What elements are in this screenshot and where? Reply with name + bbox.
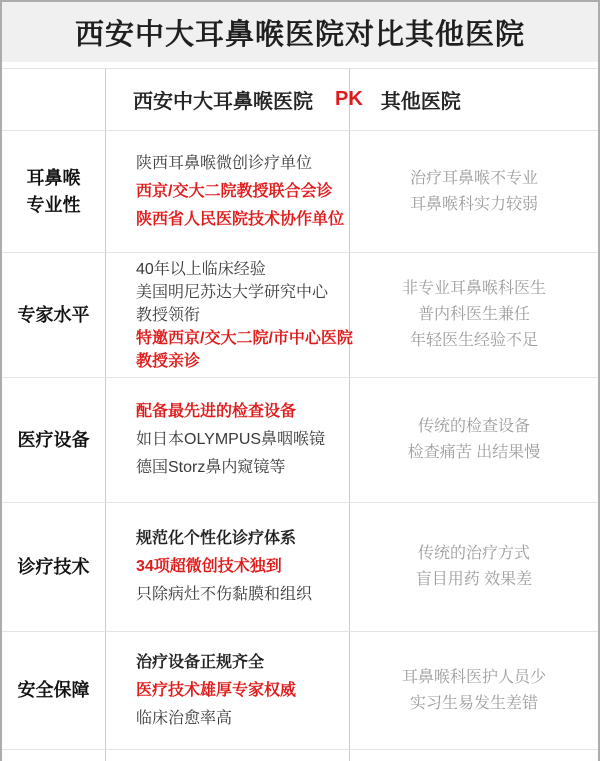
our-hospital-highlight-line: 34项超微创技术独到 [136,558,282,575]
other-hospital-cell [350,253,598,377]
our-hospital-line: 如日本OLYMPUS鼻咽喉镜 [136,431,326,448]
our-hospital-line: 40年以上临床经验 [136,260,266,278]
other-hospital-cell [350,131,598,252]
other-hospital-line: 检查痛苦 出结果慢 [407,444,541,461]
table-body [2,131,598,761]
row-label-line: 专业性 [26,194,81,215]
row-label [2,131,106,252]
row-label-line: 诊疗技术 [17,556,90,577]
other-hospital-line: 实习生易发生差错 [409,694,538,712]
row-label-line: 安全保障 [17,680,90,700]
our-hospital-line: 临床治愈率高 [136,709,233,727]
our-hospital-highlight-line: 西京/交大二院教授联合会诊 [136,182,333,200]
our-hospital-line: 教授领衔 [136,306,201,324]
other-hospital-cell [350,632,598,749]
row-label [2,253,106,377]
page-banner [2,2,598,62]
other-hospital-line: 耳鼻喉科实力较弱 [409,195,538,213]
partial-bottom-row [2,750,598,761]
our-hospital-line: 规范化个性化诊疗体系 [136,530,297,547]
comparison-table [2,68,598,761]
other-hospital-line: 治疗耳鼻喉不专业 [409,169,538,187]
row-label [2,378,106,502]
our-hospital-cell [106,503,350,631]
header-pk-badge: PK [335,88,363,110]
table-row [2,503,598,632]
our-hospital-highlight-line: 教授亲诊 [136,352,201,370]
other-hospital-line: 非专业耳鼻喉科医生 [401,280,546,297]
our-hospital-line: 美国明尼苏达大学研究中心 [136,283,329,301]
table-row [2,378,598,503]
table-header-row [2,69,598,131]
header-our-hospital: 西安中大耳鼻喉医院 [133,91,313,113]
partial-cell [106,750,350,761]
other-hospital-line: 传统的检查设备 [417,418,530,435]
other-hospital-cell [350,503,598,631]
our-hospital-highlight-line: 陕西省人民医院技术协作单位 [136,210,345,228]
our-hospital-line: 只除病灶不伤黏膜和组织 [136,586,313,603]
our-hospital-cell [106,253,353,377]
our-hospital-line: 陕西耳鼻喉微创诊疗单位 [136,154,313,172]
our-hospital-line: 德国Storz鼻内窥镜等 [136,459,286,476]
row-label-line: 医疗设备 [17,429,90,450]
other-hospital-line: 盲目用药 效果差 [415,571,533,588]
other-hospital-line: 普内科医生兼任 [417,306,530,323]
our-hospital-line: 治疗设备正规齐全 [136,653,265,671]
row-label [2,503,106,631]
our-hospital-cell [106,632,350,749]
partial-cell [350,750,598,761]
table-row [2,131,598,253]
our-hospital-highlight-line: 配备最先进的检查设备 [136,403,297,420]
partial-cell [2,750,106,761]
row-label [2,632,106,749]
table-row [2,632,598,750]
our-hospital-cell [106,378,350,502]
our-hospital-highlight-line: 特邀西京/交大二院/市中心医院 [136,329,353,347]
row-label-line: 专家水平 [17,304,90,325]
row-label-line: 耳鼻喉 [26,167,81,188]
header-other-hospitals: 其他医院 [380,91,461,113]
table-row [2,253,598,378]
header-text [2,69,598,130]
other-hospital-line: 传统的治疗方式 [417,545,530,562]
other-hospital-cell [350,378,598,502]
other-hospital-line: 年轻医生经验不足 [409,332,538,349]
our-hospital-cell [106,131,350,252]
other-hospital-line: 耳鼻喉科医护人员少 [401,668,546,686]
our-hospital-highlight-line: 医疗技术雄厚专家权威 [136,681,297,699]
page-title: 西安中大耳鼻喉医院对比其他医院 [74,18,525,51]
